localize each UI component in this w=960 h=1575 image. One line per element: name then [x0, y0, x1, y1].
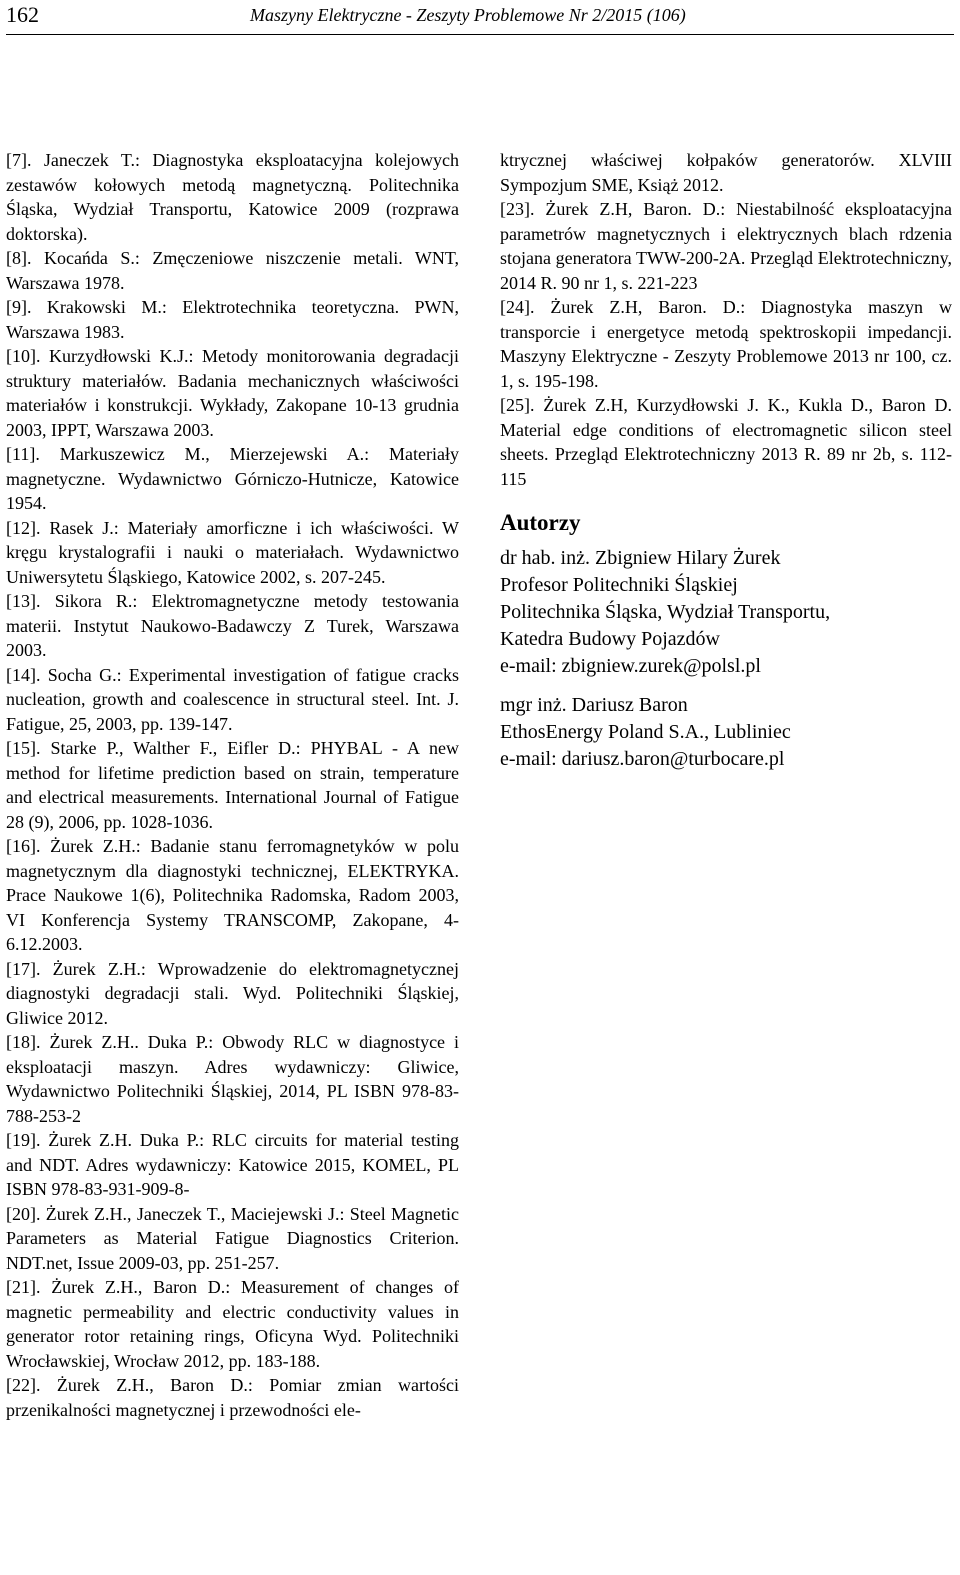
author-2 [500, 692, 952, 773]
reference-18: [18]. Żurek Z.H.. Duka P.: Obwody RLC w diagnostyce i eksploatacji maszyn. Adres wydawniczy: Gliwice, Wydawnictwo Politechniki Śląskiej, 2014, PL ISBN 978-83-788-253-2 [6, 1032, 459, 1126]
reference-17: [17]. Żurek Z.H.: Wprowadzenie do elektromagnetycznej diagnostyki degradacji stali. Wyd. Politechniki Śląskiej, Gliwice 2012. [6, 958, 459, 1028]
author-2-name: mgr inż. Dariusz Baron [500, 694, 688, 716]
author-1-affiliation: Politechnika Śląska, Wydział Transportu, [500, 601, 831, 623]
author-1-department: Katedra Budowy Pojazdów [500, 628, 720, 650]
header-rule [6, 34, 954, 35]
reference-22-continued: ktrycznej właściwej kołpaków generatorów. XLVIII Sympozjum SME, Książ 2012. [500, 150, 952, 195]
reference-21: [21]. Żurek Z.H., Baron D.: Measurement of changes of magnetic permeability and electric conductivity values in generator rotor retaining rings, Oficyna Wyd. Politechniki Wrocławskiej, Wrocław 2012, pp. 183-188. [6, 1277, 459, 1371]
reference-14: [14]. Socha G.: Experimental investigation of fatigue cracks nucleation, growth and coalescence in structural steel. Int. J. Fatigue, 25, 2003, pp. 139-147. [6, 664, 459, 734]
author-1-email: e-mail: zbigniew.zurek@polsl.pl [500, 655, 761, 677]
authors-heading: Autorzy [500, 510, 581, 535]
reference-25: [25]. Żurek Z.H, Kurzydłowski J. K., Kukla D., Baron D. Material edge conditions of electromagnetic silicon steel sheets. Przegląd Elektrotechniczny 2013 R. 89 nr 2b, s. 112-115 [500, 395, 952, 489]
author-1 [500, 545, 952, 680]
reference-20: [20]. Żurek Z.H., Janeczek T., Maciejewski J.: Steel Magnetic Parameters as Material Fatigue Diagnostics Criterion. NDT.net, Issue 2009-03, pp. 251-257. [6, 1203, 459, 1273]
reference-19: [19]. Żurek Z.H. Duka P.: RLC circuits for material testing and NDT. Adres wydawniczy: Katowice 2015, KOMEL, PL ISBN 978-83-931-909-8- [6, 1130, 459, 1199]
reference-22: [22]. Żurek Z.H., Baron D.: Pomiar zmian wartości przenikalności magnetycznej i przewodności ele- [6, 1375, 459, 1420]
author-1-position: Profesor Politechniki Śląskiej [500, 574, 738, 596]
reference-24: [24]. Żurek Z.H, Baron. D.: Diagnostyka maszyn w transporcie i energetyce metodą spektroskopii impedancji. Maszyny Elektryczne - Zeszyty Problemowe 2013 nr 100, cz. 1, s. 195-198. [500, 297, 952, 391]
reference-16: [16]. Żurek Z.H.: Badanie stanu ferromagnetyków w polu magnetycznym dla diagnostyki technicznej, ELEKTRYKA. Prace Naukowe 1(6), Politechnika Radomska, Radom 2003, VI Konferencja Systemy TRANSCOMP, Zakopane, 4-6.12.2003. [6, 836, 459, 954]
page-number: 162 [6, 2, 39, 27]
reference-8: [8]. Kocańda S.: Zmęczeniowe niszczenie metali. WNT, Warszawa 1978. [6, 248, 459, 293]
reference-13: [13]. Sikora R.: Elektromagnetyczne metody testowania materii. Instytut Naukowo-Badawczy Z Turek, Warszawa 2003. [6, 591, 459, 660]
author-2-email: e-mail: dariusz.baron@turbocare.pl [500, 748, 785, 770]
author-1-name: dr hab. inż. Zbigniew Hilary Żurek [500, 547, 781, 569]
reference-15: [15]. Starke P., Walther F., Eifler D.: PHYBAL - A new method for lifetime prediction based on strain, temperature and electrical measurements. International Journal of Fatigue 28 (9), 2006, pp. 1028-1036. [6, 738, 459, 832]
author-2-affiliation: EthosEnergy Poland S.A., Lubliniec [500, 721, 791, 743]
reference-11: [11]. Markuszewicz M., Mierzejewski A.: Materiały magnetyczne. Wydawnictwo Górniczo-Hutnicze, Katowice 1954. [6, 444, 459, 513]
reference-10: [10]. Kurzydłowski K.J.: Metody monitorowania degradacji struktury materiałów. Badania mechanicznych właściwości materiałów i konstrukcji. Wykłady, Zakopane 10-13 grudnia 2003, IPPT, Warszawa 2003. [6, 346, 459, 440]
page-header [6, 2, 954, 38]
left-column [6, 148, 459, 1422]
reference-9: [9]. Krakowski M.: Elektrotechnika teoretyczna. PWN, Warszawa 1983. [6, 297, 459, 342]
right-column [500, 148, 952, 785]
reference-12: [12]. Rasek J.: Materiały amorficzne i ich właściwości. W kręgu krystalografii i nauki o materiałach. Wydawnictwo Uniwersytetu Śląskiego, Katowice 2002, s. 207-245. [6, 517, 459, 587]
reference-7: [7]. Janeczek T.: Diagnostyka eksploatacyjna kolejowych zestawów kołowych metodą magnetyczną. Politechnika Śląska, Wydział Transportu, Katowice 2009 (rozprawa doktorska). [6, 150, 459, 244]
journal-title: Maszyny Elektryczne - Zeszyty Problemowe Nr 2/2015 (106) [250, 5, 686, 25]
reference-23: [23]. Żurek Z.H, Baron. D.: Niestabilność eksploatacyjna parametrów magnetycznych i elektrycznych blach rdzenia stojana generatora TWW-200-2A. Przegląd Elektrotechniczny, 2014 R. 90 nr 1, s. 221-223 [500, 199, 952, 293]
